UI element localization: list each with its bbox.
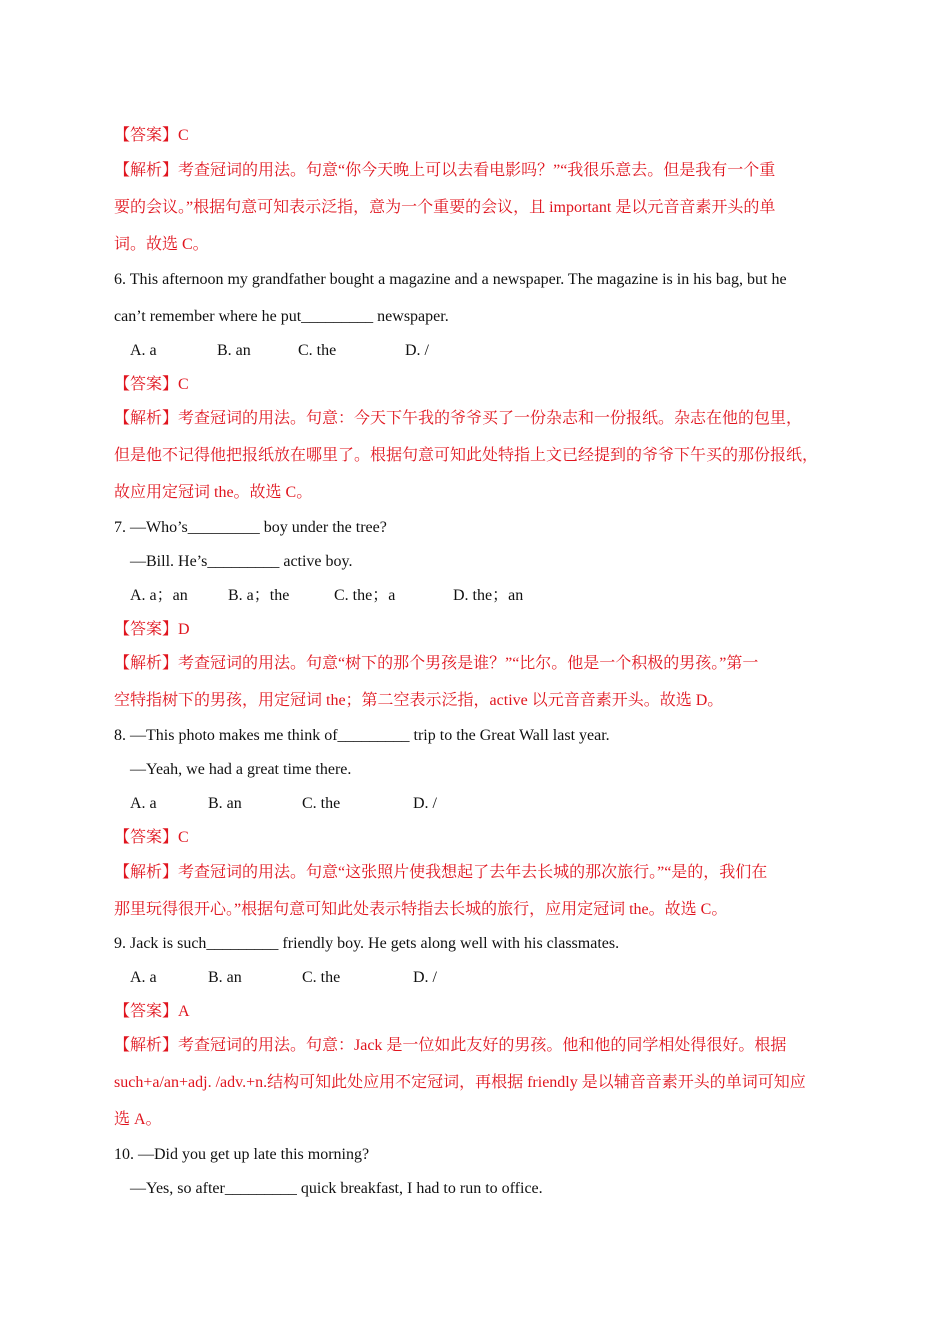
- analysis-line: such+a/an+adj. /adv.+n.结构可知此处应用不定冠词，再根据 friendly 是以辅音音素开头的单词可知应: [114, 1074, 806, 1091]
- option-b: B. an: [217, 342, 251, 359]
- analysis-line: 词。故选 C。: [114, 236, 209, 253]
- answer-line: 【答案】C: [114, 829, 189, 846]
- question-stem: 9. Jack is such_________ friendly boy. He gets along well with his classmates.: [114, 935, 620, 952]
- option-d: D. /: [413, 969, 437, 986]
- answer-line: 【答案】C: [114, 376, 189, 393]
- option-a: A. a: [130, 342, 157, 359]
- answer-line: 【答案】D: [114, 621, 190, 638]
- question-stem: can’t remember where he put_________ newspaper.: [114, 308, 449, 325]
- analysis-line: 【解析】考查冠词的用法。句意“树下的那个男孩是谁？”“比尔。他是一个积极的男孩。”第一: [114, 655, 759, 672]
- analysis-line: 故应用定冠词 the。故选 C。: [114, 484, 313, 501]
- analysis-line: 空特指树下的男孩，用定冠词 the；第二空表示泛指，active 以元音音素开头。故选 D。: [114, 692, 724, 709]
- option-a: A. a: [130, 969, 157, 986]
- option-b: B. a；the: [228, 587, 290, 604]
- option-c: C. the: [302, 795, 341, 812]
- analysis-line: 那里玩得很开心。”根据句意可知此处表示特指去长城的旅行，应用定冠词 the。故选 C。: [114, 901, 728, 918]
- option-b: B. an: [208, 969, 242, 986]
- option-d: D. /: [405, 342, 429, 359]
- analysis-line: 选 A。: [114, 1111, 162, 1128]
- answer-line: 【答案】A: [114, 1003, 190, 1020]
- question-stem: 7. —Who’s_________ boy under the tree?: [114, 519, 387, 536]
- analysis-line: 要的会议。”根据句意可知表示泛指，意为一个重要的会议，且 important 是以元音音素开头的单: [114, 199, 776, 216]
- option-d: D. the；an: [453, 587, 524, 604]
- option-c: C. the；a: [334, 587, 396, 604]
- option-c: C. the: [302, 969, 341, 986]
- option-a: A. a；an: [130, 587, 188, 604]
- question-stem: 10. —Did you get up late this morning?: [114, 1146, 370, 1163]
- question-stem: —Bill. He’s_________ active boy.: [130, 553, 353, 570]
- option-c: C. the: [298, 342, 337, 359]
- analysis-line: 【解析】考查冠词的用法。句意：今天下午我的爷爷买了一份杂志和一份报纸。杂志在他的包里，: [114, 410, 803, 427]
- option-b: B. an: [208, 795, 242, 812]
- question-stem: 8. —This photo makes me think of_________ trip to the Great Wall last year.: [114, 727, 610, 744]
- option-a: A. a: [130, 795, 157, 812]
- question-stem: 6. This afternoon my grandfather bought a magazine and a newspaper. The magazine is in his bag, but he: [114, 271, 787, 288]
- analysis-line: 【解析】考查冠词的用法。句意“你今天晚上可以去看电影吗？”“我很乐意去。但是我有一个重: [114, 162, 776, 179]
- option-d: D. /: [413, 795, 437, 812]
- question-stem: —Yes, so after_________ quick breakfast, I had to run to office.: [130, 1180, 543, 1197]
- analysis-line: 但是他不记得他把报纸放在哪里了。根据句意可知此处特指上文已经提到的爷爷下午买的那份报纸，: [114, 447, 819, 464]
- answer-line: 【答案】C: [114, 127, 189, 144]
- question-stem: —Yeah, we had a great time there.: [130, 761, 352, 778]
- analysis-line: 【解析】考查冠词的用法。句意“这张照片使我想起了去年去长城的那次旅行。”“是的，我们在: [114, 864, 768, 881]
- analysis-line: 【解析】考查冠词的用法。句意：Jack 是一位如此友好的男孩。他和他的同学相处得很好。根据: [114, 1037, 787, 1054]
